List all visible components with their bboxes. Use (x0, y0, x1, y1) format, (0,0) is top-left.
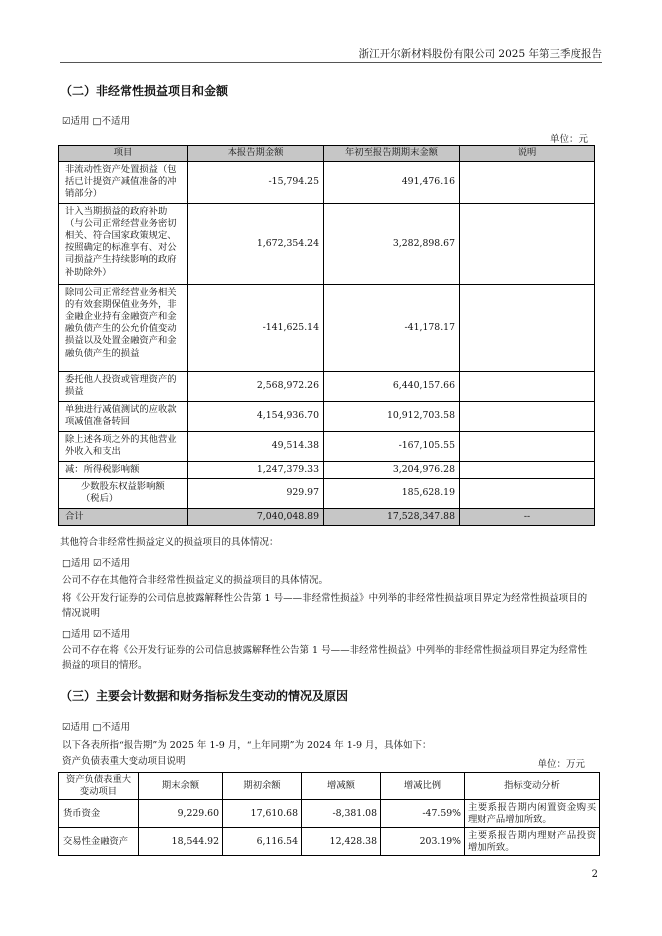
row-begin-balance: 17,610.68 (223, 800, 302, 828)
row-change-amount: 12,428.38 (302, 828, 381, 856)
table-header-row (59, 773, 600, 800)
period-definition-text: 以下各表所指“报告期”为 2025 年 1-9 月，“上年同期”为 2024 年 1-9 月，具体如下： (62, 740, 432, 751)
row-note (460, 203, 595, 284)
row-current-amount: 2,568,972.26 (188, 371, 324, 401)
column-header: 期末余额 (139, 773, 223, 800)
row-current-amount: 4,154,936.70 (188, 401, 324, 431)
table-row (59, 478, 595, 508)
row-ytd-amount: -167,105.55 (324, 431, 460, 461)
column-header: 说明 (460, 146, 595, 162)
balance-sheet-table-title: 资产负债表重大变动项目说明 (62, 756, 186, 767)
table-row (59, 371, 595, 401)
table-row (59, 431, 595, 461)
row-ytd-amount: 185,628.19 (324, 478, 460, 508)
table-header-row (59, 146, 595, 162)
row-change-amount: -8,381.08 (302, 800, 381, 828)
row-current-amount: -15,794.25 (188, 162, 324, 204)
section-3-title: （三）主要会计数据和财务指标发生变动的情况及原因 (60, 689, 349, 703)
row-current-amount: 49,514.38 (188, 431, 324, 461)
row-current-amount: -141,625.14 (188, 284, 324, 371)
table-row (59, 284, 595, 371)
total-ytd-amount: 17,528,347.88 (324, 508, 460, 525)
row-ytd-amount: 3,282,898.67 (324, 203, 460, 284)
row-item: 单独进行减值测试的应收款项减值准备转回 (59, 401, 188, 431)
row-item: 除上述各项之外的其他营业外收入和支出 (59, 431, 188, 461)
column-header: 本报告期金额 (188, 146, 324, 162)
table-row (59, 828, 600, 856)
table-row (59, 461, 595, 478)
row-item: 委托他人投资或管理资产的损益 (59, 371, 188, 401)
row-current-amount: 1,672,354.24 (188, 203, 324, 284)
table-row (59, 401, 595, 431)
row-note (460, 461, 595, 478)
row-note (460, 431, 595, 461)
non-recurring-gains-table (58, 145, 595, 526)
row-item: 除同公司正常经营业务相关的有效套期保值业务外，非金融企业持有金融资产和金融负债产生的公允价值变动损益以及处置金融资产和金融负债产生的损益 (59, 284, 188, 371)
row-ytd-amount: 3,204,976.28 (324, 461, 460, 478)
row-change-ratio: 203.19% (381, 828, 465, 856)
total-row (59, 508, 595, 525)
row-item: 少数股东权益影响额（税后） (59, 478, 188, 508)
row-item: 交易性金融资产 (59, 828, 139, 856)
column-header: 项目 (59, 146, 188, 162)
report-header-title: 浙江开尔新材料股份有限公司 2025 年第三季度报告 (358, 48, 602, 60)
row-analysis: 主要系报告期内闲置资金购买理财产品增加所致。 (465, 800, 600, 828)
row-ytd-amount: -41,178.17 (324, 284, 460, 371)
row-begin-balance: 6,116.54 (223, 828, 302, 856)
column-header: 增减额 (302, 773, 381, 800)
row-note (460, 401, 595, 431)
total-note: -- (460, 508, 595, 525)
table-row (59, 162, 595, 204)
row-note (460, 162, 595, 204)
total-current-amount: 7,040,048.89 (188, 508, 324, 525)
total-item: 合计 (59, 508, 188, 525)
row-item: 非流动性资产处置损益（包括已计提资产减值准备的冲销部分） (59, 162, 188, 204)
row-analysis: 主要系报告期内理财产品投资增加所致。 (465, 828, 600, 856)
reclassification-intro: 将《公开发行证券的公司信息披露解释性公告第 1 号——非经常性损益》中列举的非经常性损益项目界定为经常性损益项目的情况说明 (62, 593, 588, 619)
row-change-ratio: -47.59% (381, 800, 465, 828)
row-current-amount: 1,247,379.33 (188, 461, 324, 478)
column-header: 年初至报告期期末金额 (324, 146, 460, 162)
page-number: 2 (591, 869, 598, 880)
section-3-applicability: ☑适用 □不适用 (62, 722, 131, 733)
row-item: 计入当期损益的政府补助（与公司正常经营业务密切相关、符合国家政策规定、按照确定的标准享有、对公司损益产生持续影响的政府补助除外） (59, 203, 188, 284)
column-header: 资产负债表重大变动项目 (59, 773, 139, 800)
row-item: 货币资金 (59, 800, 139, 828)
table-row (59, 203, 595, 284)
row-end-balance: 9,229.60 (139, 800, 223, 828)
table-2-unit: 单位：万元 (537, 759, 585, 770)
table-row (59, 800, 600, 828)
row-note (460, 478, 595, 508)
header-divider (60, 62, 602, 63)
row-current-amount: 929.97 (188, 478, 324, 508)
row-note (460, 284, 595, 371)
other-items-applicability: □适用 ☑不适用 (62, 558, 131, 569)
column-header: 指标变动分析 (465, 773, 600, 800)
row-end-balance: 18,544.92 (139, 828, 223, 856)
table-1-unit: 单位：元 (549, 134, 588, 145)
reclassification-applicability: □适用 ☑不适用 (62, 629, 131, 640)
row-ytd-amount: 10,912,703.58 (324, 401, 460, 431)
other-items-intro: 其他符合非经常性损益定义的损益项目的具体情况： (60, 537, 279, 548)
column-header: 增减比例 (381, 773, 465, 800)
row-ytd-amount: 6,440,157.66 (324, 371, 460, 401)
balance-sheet-changes-table (58, 772, 600, 856)
row-ytd-amount: 491,476.16 (324, 162, 460, 204)
section-2-title: （二）非经常性损益项目和金额 (60, 84, 229, 98)
reclassification-text: 公司不存在将《公开发行证券的公司信息披露解释性公告第 1 号——非经常性损益》中列举的非经常性损益项目界定为经常性损益的项目的情形。 (62, 645, 588, 671)
section-2-applicability: ☑适用 □不适用 (62, 116, 131, 127)
column-header: 期初余额 (223, 773, 302, 800)
row-item: 减：所得税影响额 (59, 461, 188, 478)
other-items-text: 公司不存在其他符合非经常性损益定义的损益项目的具体情况。 (62, 575, 329, 586)
row-note (460, 371, 595, 401)
